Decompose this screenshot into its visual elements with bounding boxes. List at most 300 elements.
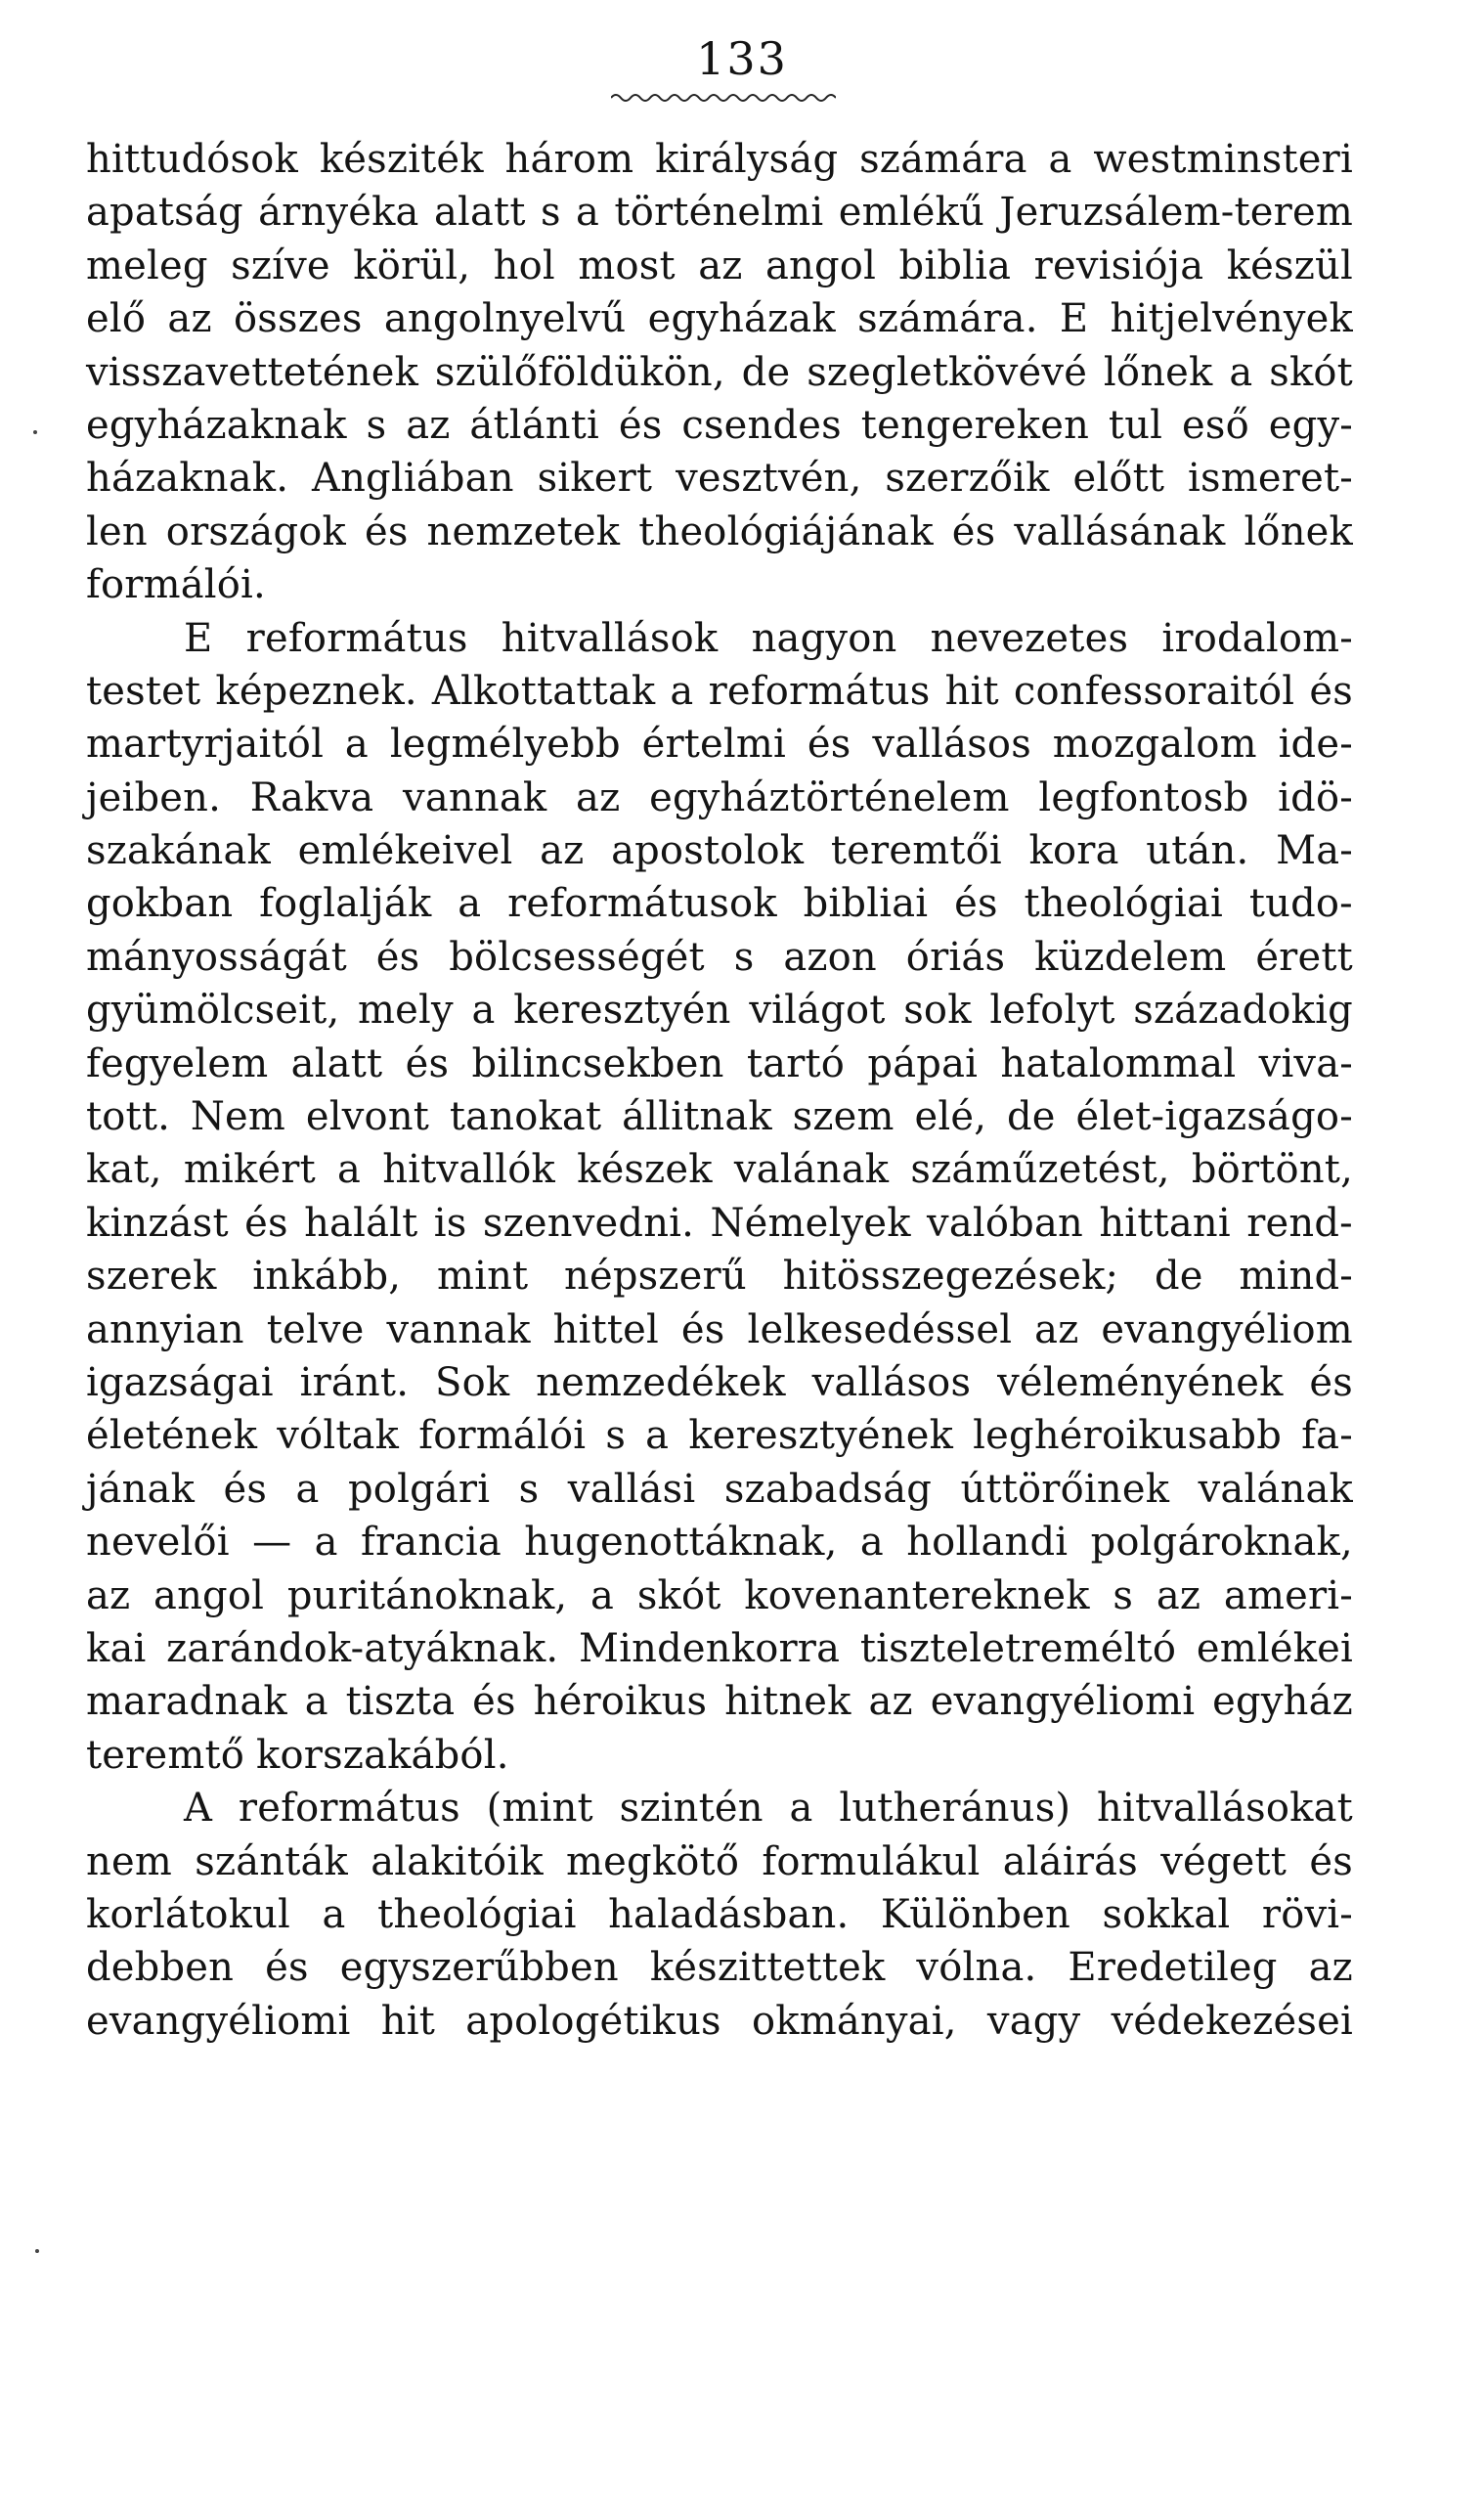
text-line — [86, 240, 1353, 292]
text-line — [86, 1622, 1353, 1675]
word: de — [1154, 1254, 1203, 1300]
word: apologétikus — [465, 1998, 721, 2044]
word: készül — [1226, 243, 1353, 288]
word: szerek — [86, 1254, 217, 1300]
word: teremtői — [830, 828, 1002, 874]
word: mányosságát — [86, 934, 347, 980]
word: aláirás — [1002, 1838, 1138, 1884]
word: hitvallások — [501, 615, 719, 661]
word: a — [859, 1520, 884, 1566]
word: szegletkövévé — [807, 349, 1088, 395]
word: biblia — [898, 243, 1012, 288]
word: az — [540, 828, 585, 874]
word: Jeruzsálem-terem — [999, 190, 1353, 236]
word: az — [868, 1679, 913, 1725]
text-line — [86, 1941, 1353, 1994]
word: szem — [792, 1094, 895, 1140]
word: átlánti — [469, 402, 599, 448]
word: a — [576, 190, 600, 236]
word: és — [954, 881, 998, 927]
word: egyházak — [647, 296, 836, 342]
word: gyümölcseit, — [86, 988, 340, 1034]
word: elvont — [305, 1094, 430, 1140]
word: hittudósok — [86, 137, 298, 182]
word: véleményének — [997, 1359, 1284, 1405]
word: vannak — [386, 1306, 531, 1352]
word: Nem — [190, 1094, 286, 1140]
text-line — [86, 1835, 1353, 1888]
word: martyrjaitól — [86, 722, 325, 768]
word: Ma- — [1276, 828, 1353, 874]
word: vagy — [986, 1998, 1081, 2044]
word: a — [789, 1786, 813, 1832]
word: evangyéliom — [1101, 1306, 1353, 1352]
word: végett — [1160, 1838, 1288, 1884]
word: és — [1309, 668, 1353, 714]
word: irodalom- — [1161, 615, 1353, 661]
word: hatalommal — [1000, 1040, 1237, 1086]
word: a — [314, 1520, 338, 1566]
word: nevezetes — [930, 615, 1129, 661]
text-line — [86, 1090, 1353, 1143]
word: képeznek. — [215, 668, 417, 714]
word: és — [405, 1040, 450, 1086]
word: bilincsekben — [471, 1040, 724, 1086]
word: tanokat — [449, 1094, 602, 1140]
word: rend- — [1246, 1200, 1353, 1246]
word: formulákul — [762, 1838, 981, 1884]
word: hugenottáknak, — [524, 1520, 838, 1566]
word: Sok — [434, 1359, 510, 1405]
word: és — [364, 508, 409, 554]
word: Némelyek — [710, 1200, 911, 1246]
word: a — [670, 668, 694, 714]
word: sok — [903, 988, 972, 1034]
word: leghéroikusabb — [973, 1413, 1283, 1459]
word: E — [184, 615, 213, 661]
word: a — [471, 988, 496, 1034]
word: haladásban. — [608, 1891, 850, 1937]
word: a — [344, 722, 369, 768]
word: evangyéliomi — [86, 1998, 351, 2044]
word: vóltak — [277, 1413, 400, 1459]
word: Eredetileg — [1068, 1945, 1278, 1991]
word: a — [1229, 349, 1253, 395]
text-line — [86, 1197, 1353, 1250]
word: és — [472, 1679, 516, 1725]
word: viva- — [1258, 1040, 1353, 1086]
word: és — [807, 722, 851, 768]
word: valóban — [927, 1200, 1083, 1246]
word: theológiai — [377, 1891, 577, 1937]
margin-speck — [35, 2249, 39, 2253]
word: lőnek — [1244, 508, 1353, 554]
word: inkább, — [252, 1254, 402, 1300]
word: hitnek — [724, 1679, 851, 1725]
body-text — [86, 133, 1353, 2048]
text-line — [86, 772, 1353, 824]
word: vallásos — [811, 1359, 972, 1405]
word: — — [252, 1520, 292, 1566]
word: az — [1156, 1572, 1201, 1618]
word: száműzetést, — [910, 1147, 1170, 1193]
word: theológiai — [1024, 881, 1224, 927]
word: nagyon — [751, 615, 897, 661]
word: eső — [1182, 402, 1249, 448]
word: tudo- — [1248, 881, 1353, 927]
text-line — [86, 292, 1353, 345]
word: a — [590, 1572, 615, 1618]
word: Különben — [880, 1891, 1070, 1937]
word: készek — [577, 1147, 713, 1193]
word: mint — [436, 1254, 529, 1300]
word: héroikus — [533, 1679, 708, 1725]
word: nevelői — [86, 1520, 230, 1566]
word: kai — [86, 1625, 147, 1671]
word: vesztvén, — [676, 456, 862, 502]
word: E — [1059, 296, 1089, 342]
word: tartó — [746, 1040, 846, 1086]
word: s — [1113, 1572, 1134, 1618]
word: alatt — [290, 1040, 383, 1086]
word: mind- — [1239, 1254, 1353, 1300]
word: és — [375, 934, 420, 980]
word: szenvedni. — [482, 1200, 695, 1246]
word: az — [698, 243, 743, 288]
text-line — [86, 1888, 1353, 1941]
word: egyháztörténelem — [649, 774, 1010, 820]
word: theológiájának — [638, 508, 934, 554]
word: mikért — [183, 1147, 316, 1193]
word: skót — [636, 1572, 721, 1618]
word: jeiben. — [86, 774, 222, 820]
word: emlékeivel — [297, 828, 513, 874]
word: tiszta — [345, 1679, 456, 1725]
word: csendes — [681, 402, 842, 448]
word: hitvallásokat — [1097, 1786, 1353, 1832]
word: református — [238, 1786, 460, 1832]
word: de — [741, 349, 791, 395]
word: emlékei — [1196, 1625, 1353, 1671]
word: kinzást — [86, 1200, 229, 1246]
word: reformátusok — [507, 881, 777, 927]
word: sikert — [537, 456, 653, 502]
word: érett — [1255, 934, 1353, 980]
word: a — [295, 1466, 320, 1512]
text-line — [86, 1729, 1353, 1782]
word: küzdelem — [1034, 934, 1227, 980]
word: len — [86, 508, 148, 554]
word: ismeret- — [1188, 456, 1353, 502]
word: hitvallók — [382, 1147, 555, 1193]
word: kat, — [86, 1147, 162, 1193]
text-line — [86, 718, 1353, 771]
word: lutheránus) — [839, 1786, 1071, 1832]
word: nemzedékek — [536, 1359, 786, 1405]
word: elő — [86, 296, 147, 342]
word: és — [265, 1945, 309, 1991]
word: keresztyén — [513, 988, 731, 1034]
text-line — [86, 133, 1353, 186]
text-line — [86, 1463, 1353, 1516]
word: előtt — [1072, 456, 1165, 502]
word: halált — [304, 1200, 418, 1246]
word: történelmi — [614, 190, 824, 236]
word: s — [733, 934, 755, 980]
word: angol — [764, 243, 877, 288]
word: mely — [358, 988, 454, 1034]
text-line — [86, 1250, 1353, 1303]
word: puritánoknak, — [286, 1572, 568, 1618]
word: polgároknak, — [1090, 1520, 1353, 1566]
word: egyszerűbben — [339, 1945, 619, 1991]
word: fegyelem — [86, 1040, 269, 1086]
word: idö- — [1278, 774, 1353, 820]
word: Angliában — [312, 456, 514, 502]
margin-speck — [33, 430, 37, 434]
word: védekezései — [1111, 1998, 1353, 2044]
word: Alkottattak — [431, 668, 656, 714]
text-line — [86, 984, 1353, 1037]
word: iránt. — [299, 1359, 410, 1405]
word: három — [504, 137, 634, 182]
wavy-rule-ornament — [611, 90, 836, 106]
text-line — [86, 665, 1353, 718]
word: apostolok — [611, 828, 805, 874]
text-line — [86, 931, 1353, 984]
text-line — [86, 1516, 1353, 1569]
word: Mindenkorra — [579, 1625, 841, 1671]
text-line — [86, 1995, 1353, 2048]
word: korlátokul — [86, 1891, 291, 1937]
word: szíve — [231, 243, 330, 288]
word: bibliai — [803, 881, 929, 927]
word: sokkal — [1102, 1891, 1231, 1937]
text-line — [86, 1409, 1353, 1462]
word: az — [576, 774, 621, 820]
word: most — [578, 243, 676, 288]
word: debben — [86, 1945, 235, 1991]
text-line — [86, 824, 1353, 877]
text-line — [86, 1143, 1353, 1196]
word: az — [1308, 1945, 1353, 1991]
word: is — [433, 1200, 467, 1246]
word: hittel — [552, 1306, 659, 1352]
word: igazságai — [86, 1359, 274, 1405]
word: vólna. — [916, 1945, 1037, 1991]
word: westminsteri — [1093, 137, 1353, 182]
word: formálói. — [86, 562, 266, 608]
word: hitjelvények — [1110, 296, 1353, 342]
word: a — [337, 1147, 362, 1193]
word: tengereken — [860, 402, 1090, 448]
word: formálói — [418, 1413, 587, 1459]
word: református — [708, 668, 931, 714]
word: korszakából. — [256, 1732, 509, 1778]
text-line — [86, 506, 1353, 558]
word: hittani — [1099, 1200, 1231, 1246]
word: valának — [733, 1147, 890, 1193]
word: rövi- — [1261, 1891, 1353, 1937]
word: pápai — [867, 1040, 979, 1086]
word: hit — [944, 668, 999, 714]
word: hitösszegezések; — [782, 1254, 1119, 1300]
word: óriás — [905, 934, 1006, 980]
word: vallásos — [872, 722, 1031, 768]
word: jának — [86, 1466, 196, 1512]
word: foglalják — [259, 881, 432, 927]
word: hollandi — [906, 1520, 1069, 1566]
word: maradnak — [86, 1679, 287, 1725]
text-line — [86, 1782, 1353, 1834]
word: francia — [360, 1520, 502, 1566]
word: a — [304, 1679, 328, 1725]
word: s — [518, 1466, 540, 1512]
word: körül, — [353, 243, 471, 288]
word: házaknak. — [86, 456, 289, 502]
word: alatt — [433, 190, 526, 236]
word: (mint — [486, 1786, 593, 1832]
word: angolnyelvű — [383, 296, 627, 342]
word: szülőföldükön, — [434, 349, 725, 395]
word: az — [1034, 1306, 1079, 1352]
word: református — [245, 615, 468, 661]
word: nemzetek — [426, 508, 621, 554]
page-number: 133 — [696, 32, 788, 85]
word: és — [951, 508, 996, 554]
word: kora — [1028, 828, 1119, 874]
word: a — [322, 1891, 346, 1937]
word: hol — [493, 243, 555, 288]
word: számára — [859, 137, 1027, 182]
word: ide- — [1278, 722, 1353, 768]
word: teremtő — [86, 1732, 245, 1778]
word: legfontosb — [1038, 774, 1249, 820]
word: meleg — [86, 243, 208, 288]
word: vannak — [403, 774, 547, 820]
word: századokig — [1133, 988, 1353, 1034]
word: és — [1309, 1359, 1353, 1405]
text-line — [86, 399, 1353, 452]
word: azon — [783, 934, 877, 980]
word: nem — [86, 1838, 172, 1884]
text-line — [86, 612, 1353, 665]
word: testet — [86, 668, 201, 714]
text-line — [86, 877, 1353, 930]
word: vallásának — [1014, 508, 1226, 554]
word: szakának — [86, 828, 271, 874]
word: annyian — [86, 1306, 244, 1352]
word: készittettek — [649, 1945, 886, 1991]
word: számára. — [857, 296, 1038, 342]
word: s — [366, 402, 387, 448]
word: után. — [1146, 828, 1249, 874]
word: evangyéliomi — [930, 1679, 1196, 1725]
word: és — [244, 1200, 288, 1246]
word: szánták — [195, 1838, 348, 1884]
word: a — [458, 881, 482, 927]
word: népszerű — [564, 1254, 747, 1300]
word: értelmi — [641, 722, 787, 768]
text-line — [86, 1569, 1353, 1622]
text-line — [86, 558, 1353, 611]
word: szerzőik — [885, 456, 1050, 502]
word: angol — [153, 1572, 265, 1618]
word: elé, — [914, 1094, 987, 1140]
text-line — [86, 1675, 1353, 1728]
word: életének — [86, 1413, 258, 1459]
text-line — [86, 1356, 1353, 1409]
word: élet-igazságo- — [1075, 1094, 1353, 1140]
text-line — [86, 346, 1353, 399]
text-line — [86, 186, 1353, 239]
word: egyházaknak — [86, 402, 347, 448]
word: polgári — [348, 1466, 491, 1512]
word: állitnak — [622, 1094, 772, 1140]
text-line — [86, 452, 1353, 505]
word: úttörőinek — [960, 1466, 1170, 1512]
text-line — [86, 1304, 1353, 1356]
word: s — [605, 1413, 627, 1459]
word: de — [1006, 1094, 1056, 1140]
word: tul — [1108, 402, 1163, 448]
word: visszavettetének — [86, 349, 419, 395]
word: s — [540, 190, 561, 236]
word: confessoraitól — [1013, 668, 1295, 714]
word: árnyéka — [258, 190, 419, 236]
word: emlékű — [838, 190, 985, 236]
word: bölcsességét — [449, 934, 705, 980]
word: az — [167, 296, 212, 342]
word: szabadság — [723, 1466, 933, 1512]
word: és — [680, 1306, 725, 1352]
text-line — [86, 1038, 1353, 1090]
word: kovenantereknek — [744, 1572, 1090, 1618]
word: keresztyének — [688, 1413, 954, 1459]
word: és — [223, 1466, 268, 1512]
word: összes — [233, 296, 363, 342]
word: vallási — [567, 1466, 696, 1512]
word: késziték — [319, 137, 484, 182]
word: világot — [749, 988, 886, 1034]
word: ameri- — [1223, 1572, 1353, 1618]
word: okmányai, — [752, 1998, 957, 2044]
word: lelkesedéssel — [747, 1306, 1013, 1352]
word: Rakva — [249, 774, 374, 820]
word: zarándok-atyáknak. — [166, 1625, 559, 1671]
word: telve — [266, 1306, 365, 1352]
word: tiszteletreméltó — [859, 1625, 1177, 1671]
word: valának — [1198, 1466, 1353, 1512]
word: és — [1309, 1838, 1353, 1884]
word: országok — [165, 508, 346, 554]
word: az — [406, 402, 451, 448]
word: egyház — [1212, 1679, 1353, 1725]
word: skót — [1269, 349, 1353, 395]
word: szintén — [619, 1786, 764, 1832]
word: A — [184, 1786, 213, 1832]
word: apatság — [86, 190, 243, 236]
word: revisiója — [1033, 243, 1204, 288]
word: börtönt, — [1191, 1147, 1353, 1193]
word: hit — [380, 1998, 436, 2044]
word: tott. — [86, 1094, 171, 1140]
word: alakitóik — [371, 1838, 544, 1884]
word: a — [1048, 137, 1072, 182]
word: egy- — [1268, 402, 1353, 448]
word: megkötő — [566, 1838, 740, 1884]
word: az — [86, 1572, 131, 1618]
